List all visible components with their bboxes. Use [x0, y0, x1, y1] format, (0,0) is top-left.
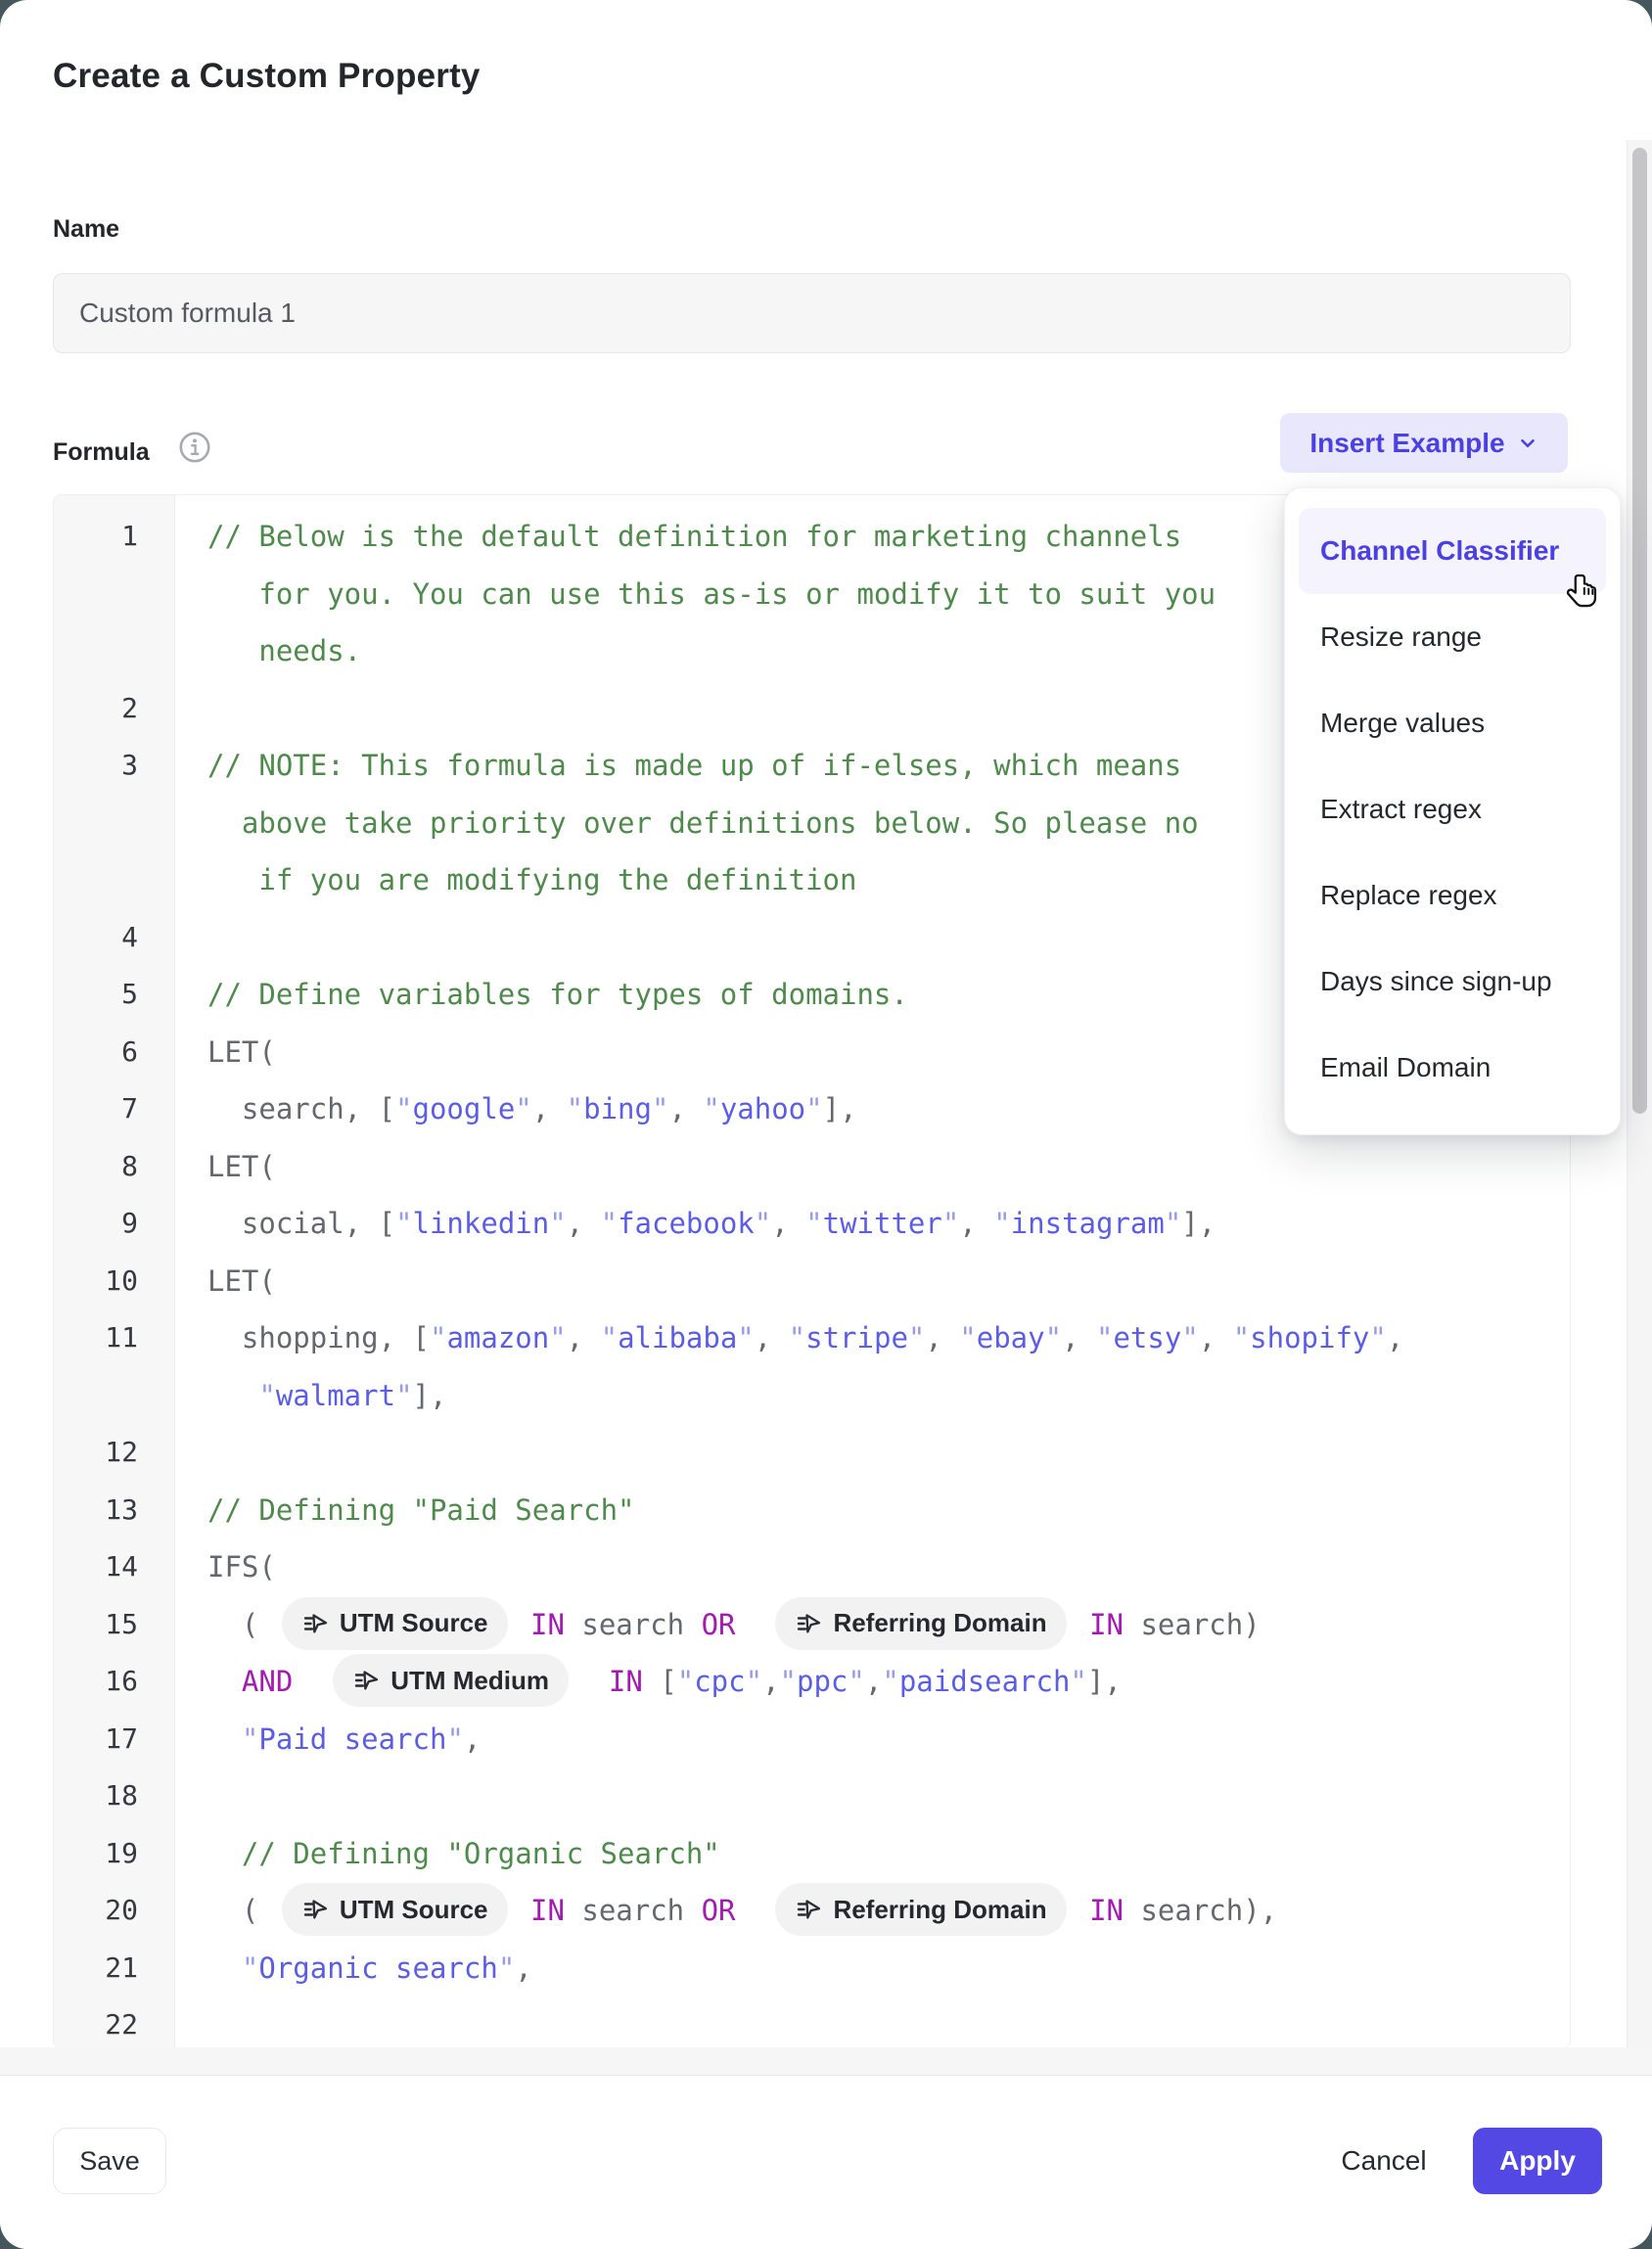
- field-token-referring-domain[interactable]: [775, 1597, 1066, 1650]
- line-number: 21: [105, 1951, 138, 1984]
- field-token-icon: [301, 1896, 329, 1923]
- code-line: [175, 1424, 1570, 1482]
- code-line: if you are modifying the definition: [258, 863, 857, 896]
- code-row: [54, 1882, 1570, 1940]
- line-number: 7: [121, 1092, 138, 1124]
- chevron-down-icon: [1517, 433, 1538, 454]
- code-line: search, ["google", "bing", "yahoo"],: [241, 1092, 857, 1125]
- code-line: // Defining "Organic Search": [241, 1836, 720, 1870]
- line-number: 1: [121, 520, 138, 552]
- code-row: [54, 1482, 1570, 1539]
- code-row: [54, 1424, 1570, 1482]
- code-line: social, ["linkedin", "facebook", "twitter", "instagram"],: [241, 1207, 1216, 1240]
- line-number: 12: [105, 1436, 138, 1468]
- field-token-referring-domain[interactable]: [775, 1883, 1066, 1936]
- line-number: [54, 566, 175, 623]
- code-line: "Paid search",: [241, 1721, 482, 1756]
- code-line: // Define variables for types of domains.: [207, 978, 908, 1011]
- name-label: Name: [53, 215, 120, 243]
- code-line: IFS(: [207, 1550, 276, 1583]
- code-line: [175, 1997, 1570, 2048]
- line-number: [54, 851, 175, 909]
- line-number: 10: [105, 1263, 138, 1297]
- field-token-utm-source[interactable]: [282, 1597, 508, 1650]
- field-token-label: UTM Source: [339, 1894, 488, 1924]
- code-line: "walmart"],: [258, 1378, 447, 1412]
- code-line: LET(: [207, 1149, 276, 1183]
- formula-label: Formula: [53, 438, 150, 466]
- cancel-button[interactable]: Cancel: [1327, 2128, 1441, 2194]
- line-number: 16: [105, 1665, 138, 1697]
- footer: [0, 2077, 1652, 2249]
- info-icon[interactable]: [178, 431, 211, 464]
- line-number: 8: [121, 1149, 138, 1182]
- name-input[interactable]: [53, 273, 1571, 353]
- field-token-label: Referring Domain: [833, 1608, 1047, 1638]
- code-row: [54, 1538, 1570, 1596]
- menu-item-channel-classifier[interactable]: Channel Classifier: [1299, 508, 1606, 594]
- field-token-label: UTM Source: [339, 1608, 488, 1638]
- line-number: 11: [105, 1321, 138, 1354]
- code-row: [54, 1253, 1570, 1310]
- code-row: [54, 1309, 1570, 1367]
- code-row: [54, 1825, 1570, 1883]
- code-row: [54, 1367, 1570, 1425]
- page-title: Create a Custom Property: [53, 57, 481, 95]
- menu-item-replace-regex[interactable]: Replace regex: [1320, 880, 1497, 910]
- line-number: 9: [121, 1207, 138, 1239]
- code-row: [54, 1711, 1570, 1768]
- code-row: [54, 1997, 1570, 2048]
- field-token-icon: [795, 1896, 822, 1923]
- menu-item-email-domain[interactable]: Email Domain: [1320, 1052, 1491, 1082]
- code-line: ( UTM Source IN search OR Referring Domain IN search),: [175, 1882, 1570, 1940]
- code-line: ( UTM Source IN search OR Referring Domain IN search): [175, 1596, 1570, 1654]
- line-number: 3: [121, 749, 138, 781]
- code-line: // Defining "Paid Search": [207, 1492, 635, 1527]
- code-line: [175, 1767, 1570, 1825]
- field-token-utm-source[interactable]: [282, 1883, 508, 1936]
- line-number: 15: [105, 1607, 138, 1640]
- menu-item-resize-range[interactable]: Resize range: [1320, 621, 1482, 652]
- line-number: 2: [121, 691, 138, 724]
- line-number: 13: [105, 1492, 138, 1526]
- insert-example-button[interactable]: [1280, 413, 1568, 473]
- insert-example-label: Insert Example: [1309, 427, 1505, 458]
- line-number: 6: [121, 1034, 138, 1068]
- line-number: [54, 1367, 175, 1425]
- code-line: // NOTE: This formula is made up of if-elses, which means: [207, 749, 1182, 782]
- code-line: LET(: [207, 1034, 276, 1069]
- menu-item-extract-regex[interactable]: Extract regex: [1320, 794, 1482, 824]
- content-footer-divider: [0, 2047, 1652, 2076]
- scrollbar-track[interactable]: [1627, 140, 1652, 2047]
- code-line: LET(: [207, 1263, 276, 1298]
- menu-item-days-since-sign-up[interactable]: Days since sign-up: [1320, 966, 1552, 996]
- line-number: 18: [105, 1779, 138, 1812]
- code-line: for you. You can use this as-is or modify it to suit you: [258, 576, 1216, 611]
- code-row: [54, 1138, 1570, 1196]
- line-number: 19: [105, 1836, 138, 1869]
- code-line: "Organic search",: [241, 1951, 532, 1985]
- line-number: 4: [121, 920, 138, 953]
- line-number: 14: [105, 1550, 138, 1583]
- code-row: [54, 1653, 1570, 1711]
- code-line: above take priority over definitions below. So please no: [241, 805, 1199, 840]
- save-button[interactable]: Save: [53, 2128, 166, 2194]
- line-number: 17: [105, 1721, 138, 1755]
- field-token-icon: [352, 1667, 380, 1694]
- apply-button[interactable]: Apply: [1473, 2128, 1602, 2194]
- code-row: [54, 1940, 1570, 1997]
- field-token-icon: [301, 1610, 329, 1637]
- line-number: 5: [121, 978, 138, 1010]
- code-line: AND UTM Medium IN ["cpc","ppc","paidsearch"],: [175, 1653, 1570, 1711]
- insert-example-menu: [1284, 487, 1621, 1135]
- code-row: [54, 1596, 1570, 1654]
- code-row: [54, 1767, 1570, 1825]
- line-number: 22: [105, 2008, 138, 2041]
- field-token-icon: [795, 1610, 822, 1637]
- field-token-utm-medium[interactable]: [333, 1654, 569, 1707]
- field-token-label: Referring Domain: [833, 1894, 1047, 1924]
- line-number: [54, 622, 175, 680]
- line-number: [54, 795, 175, 852]
- code-line: needs.: [258, 634, 362, 667]
- code-line: shopping, ["amazon", "alibaba", "stripe", "ebay", "etsy", "shopify",: [241, 1321, 1404, 1354]
- field-token-label: UTM Medium: [390, 1665, 549, 1695]
- code-row: [54, 1195, 1570, 1253]
- menu-item-merge-values[interactable]: Merge values: [1320, 708, 1486, 738]
- line-number: 20: [105, 1894, 138, 1926]
- scrollbar-thumb[interactable]: [1632, 148, 1647, 1114]
- code-line: // Below is the default definition for marketing channels: [207, 520, 1182, 553]
